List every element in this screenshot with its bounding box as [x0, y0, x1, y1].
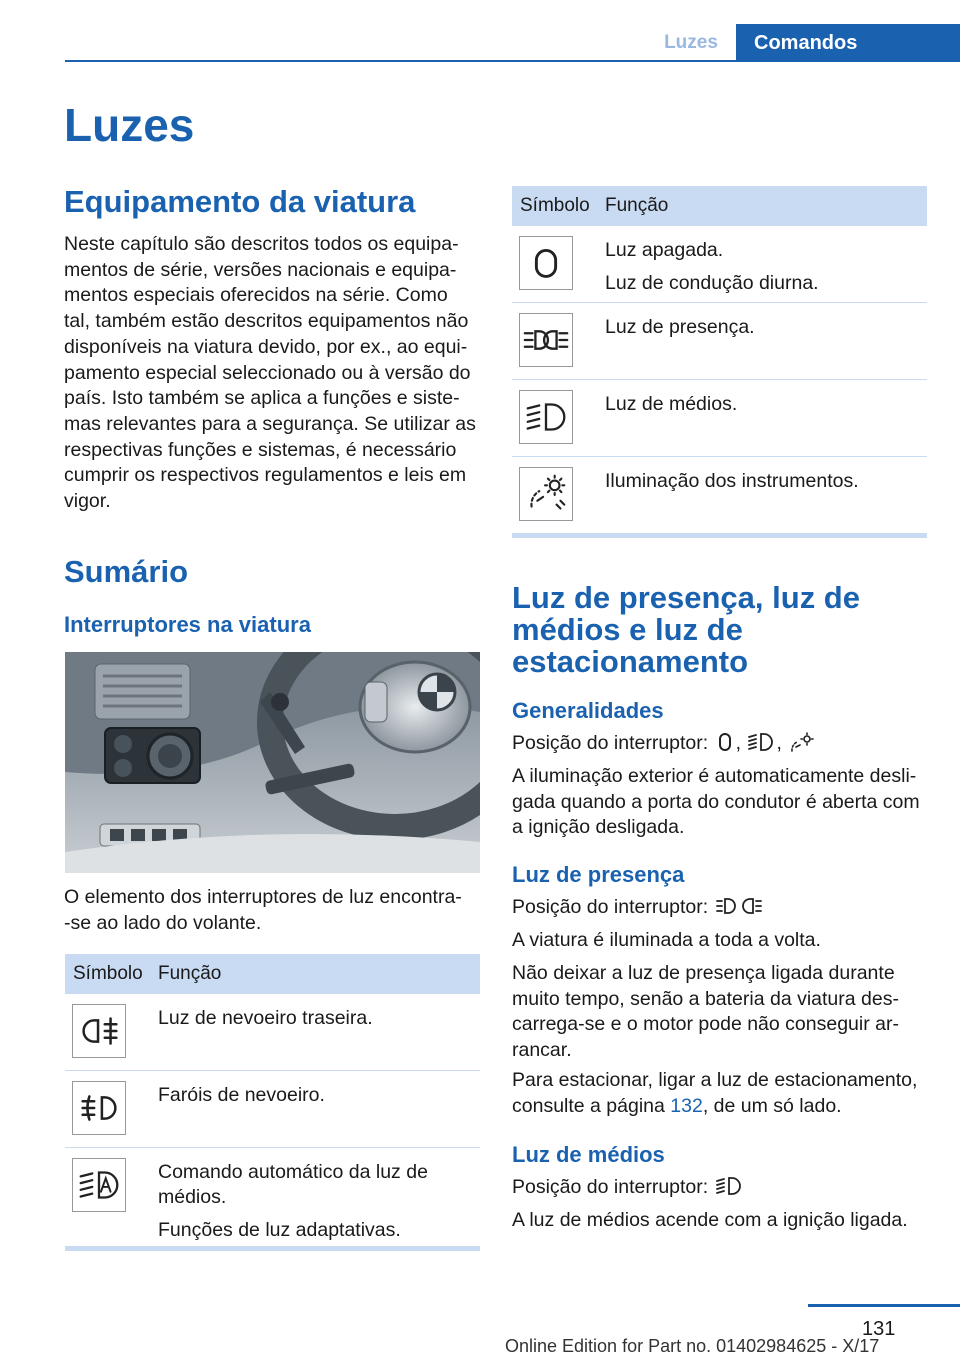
lights-off-icon — [716, 731, 734, 753]
table-row: Faróis de nevoeiro. — [65, 1070, 480, 1147]
low-beam-icon — [519, 390, 573, 444]
table-row: Luz de presença. — [512, 302, 927, 379]
parking-text-3: Para estacionar, ligar a luz de estacionamento, consulte a página 132, de um só lado. — [512, 1069, 918, 1117]
column-header-function: Função — [158, 963, 222, 984]
page-number: 131 — [862, 1318, 896, 1340]
parking-text-2: Não deixar a luz de presença ligada durante muito tempo, senão a bateria da viatura des- carrega-se e o motor pode não conseguir ar- rancar. — [512, 962, 899, 1062]
equipment-heading: Equipamento da viatura — [64, 184, 416, 219]
low-beam-switch-position: Posição do interruptor: — [512, 1175, 942, 1201]
column-header-function: Função — [605, 195, 669, 216]
right-symbol-table — [512, 186, 927, 538]
general-switch-position: Posição do interruptor: , , — [512, 731, 942, 757]
low-beam-icon — [748, 731, 774, 753]
parking-light-heading: Luz de presença — [512, 862, 685, 887]
table-row: Luz apagada. Luz de condução diurna. — [512, 226, 927, 302]
rear-fog-light-icon — [72, 1004, 126, 1058]
lights-off-icon — [519, 236, 573, 290]
front-fog-light-icon — [72, 1081, 126, 1135]
instrument-lighting-icon — [519, 467, 573, 521]
lighting-section-heading: Luz de presença, luz de médios e luz de estacionamento — [512, 580, 860, 679]
column-header-symbol: Símbolo — [520, 195, 590, 216]
parking-light-icon — [716, 895, 762, 917]
page-reference-link[interactable]: 132 — [670, 1094, 703, 1117]
header-chapter-tab: Comandos — [736, 24, 960, 60]
table-row: Iluminação dos instrumentos. — [512, 456, 927, 533]
instrument-lighting-icon — [789, 731, 815, 753]
photo-caption: O elemento dos interruptores de luz encontra- -se ao lado do volante. — [64, 886, 462, 934]
table-bottom-rule — [512, 533, 927, 538]
switches-heading: Interruptores na viatura — [64, 612, 311, 637]
page-title: Luzes — [64, 99, 195, 151]
light-switch-photo — [65, 652, 480, 873]
parking-switch-position: Posição do interruptor: — [512, 895, 942, 921]
left-symbol-table — [65, 954, 480, 1251]
table-row: Comando automático da luz de médios. Funções de luz adaptativas. — [65, 1147, 480, 1246]
summary-heading: Sumário — [64, 554, 189, 589]
table-row: Luz de médios. — [512, 379, 927, 456]
parking-text-1: A viatura é iluminada a toda a volta. — [512, 929, 821, 951]
general-paragraph: A iluminação exterior é automaticamente desli- gada quando a porta do condutor é aberta com a ignição desligada. — [512, 765, 920, 839]
low-beam-icon — [716, 1175, 742, 1197]
table-row: Luz de nevoeiro traseira. — [65, 994, 480, 1070]
table-header — [65, 954, 480, 994]
header-rule — [65, 60, 960, 62]
column-header-symbol: Símbolo — [73, 963, 143, 984]
low-beam-heading: Luz de médios — [512, 1142, 665, 1167]
parking-light-icon — [519, 313, 573, 367]
equipment-paragraph: Neste capítulo são descritos todos os equipa- mentos de série, versões nacionais e equipa- mentos especiais oferecidos na série. Como tal, também estão descritos equipamentos não disponíveis na viatura devido, por ex., ao equi- pamento especial seleccionado ou à versão do país. Isto também se aplica a funções e siste- mas relevantes para a segurança. Se utilizar as respectivas funções e sistemas, é necessário cumprir os respectivos regulamentos e leis em vigor. — [64, 233, 476, 513]
general-heading: Generalidades — [512, 698, 664, 723]
auto-headlight-icon — [72, 1158, 126, 1212]
table-header — [512, 186, 927, 226]
footer-rule — [808, 1304, 960, 1307]
edition-footer: Online Edition for Part no. 01402984625 - X/17 — [505, 1336, 880, 1356]
header-section-tab: Luzes — [664, 32, 718, 53]
low-beam-text: A luz de médios acende com a ignição ligada. — [512, 1209, 908, 1231]
